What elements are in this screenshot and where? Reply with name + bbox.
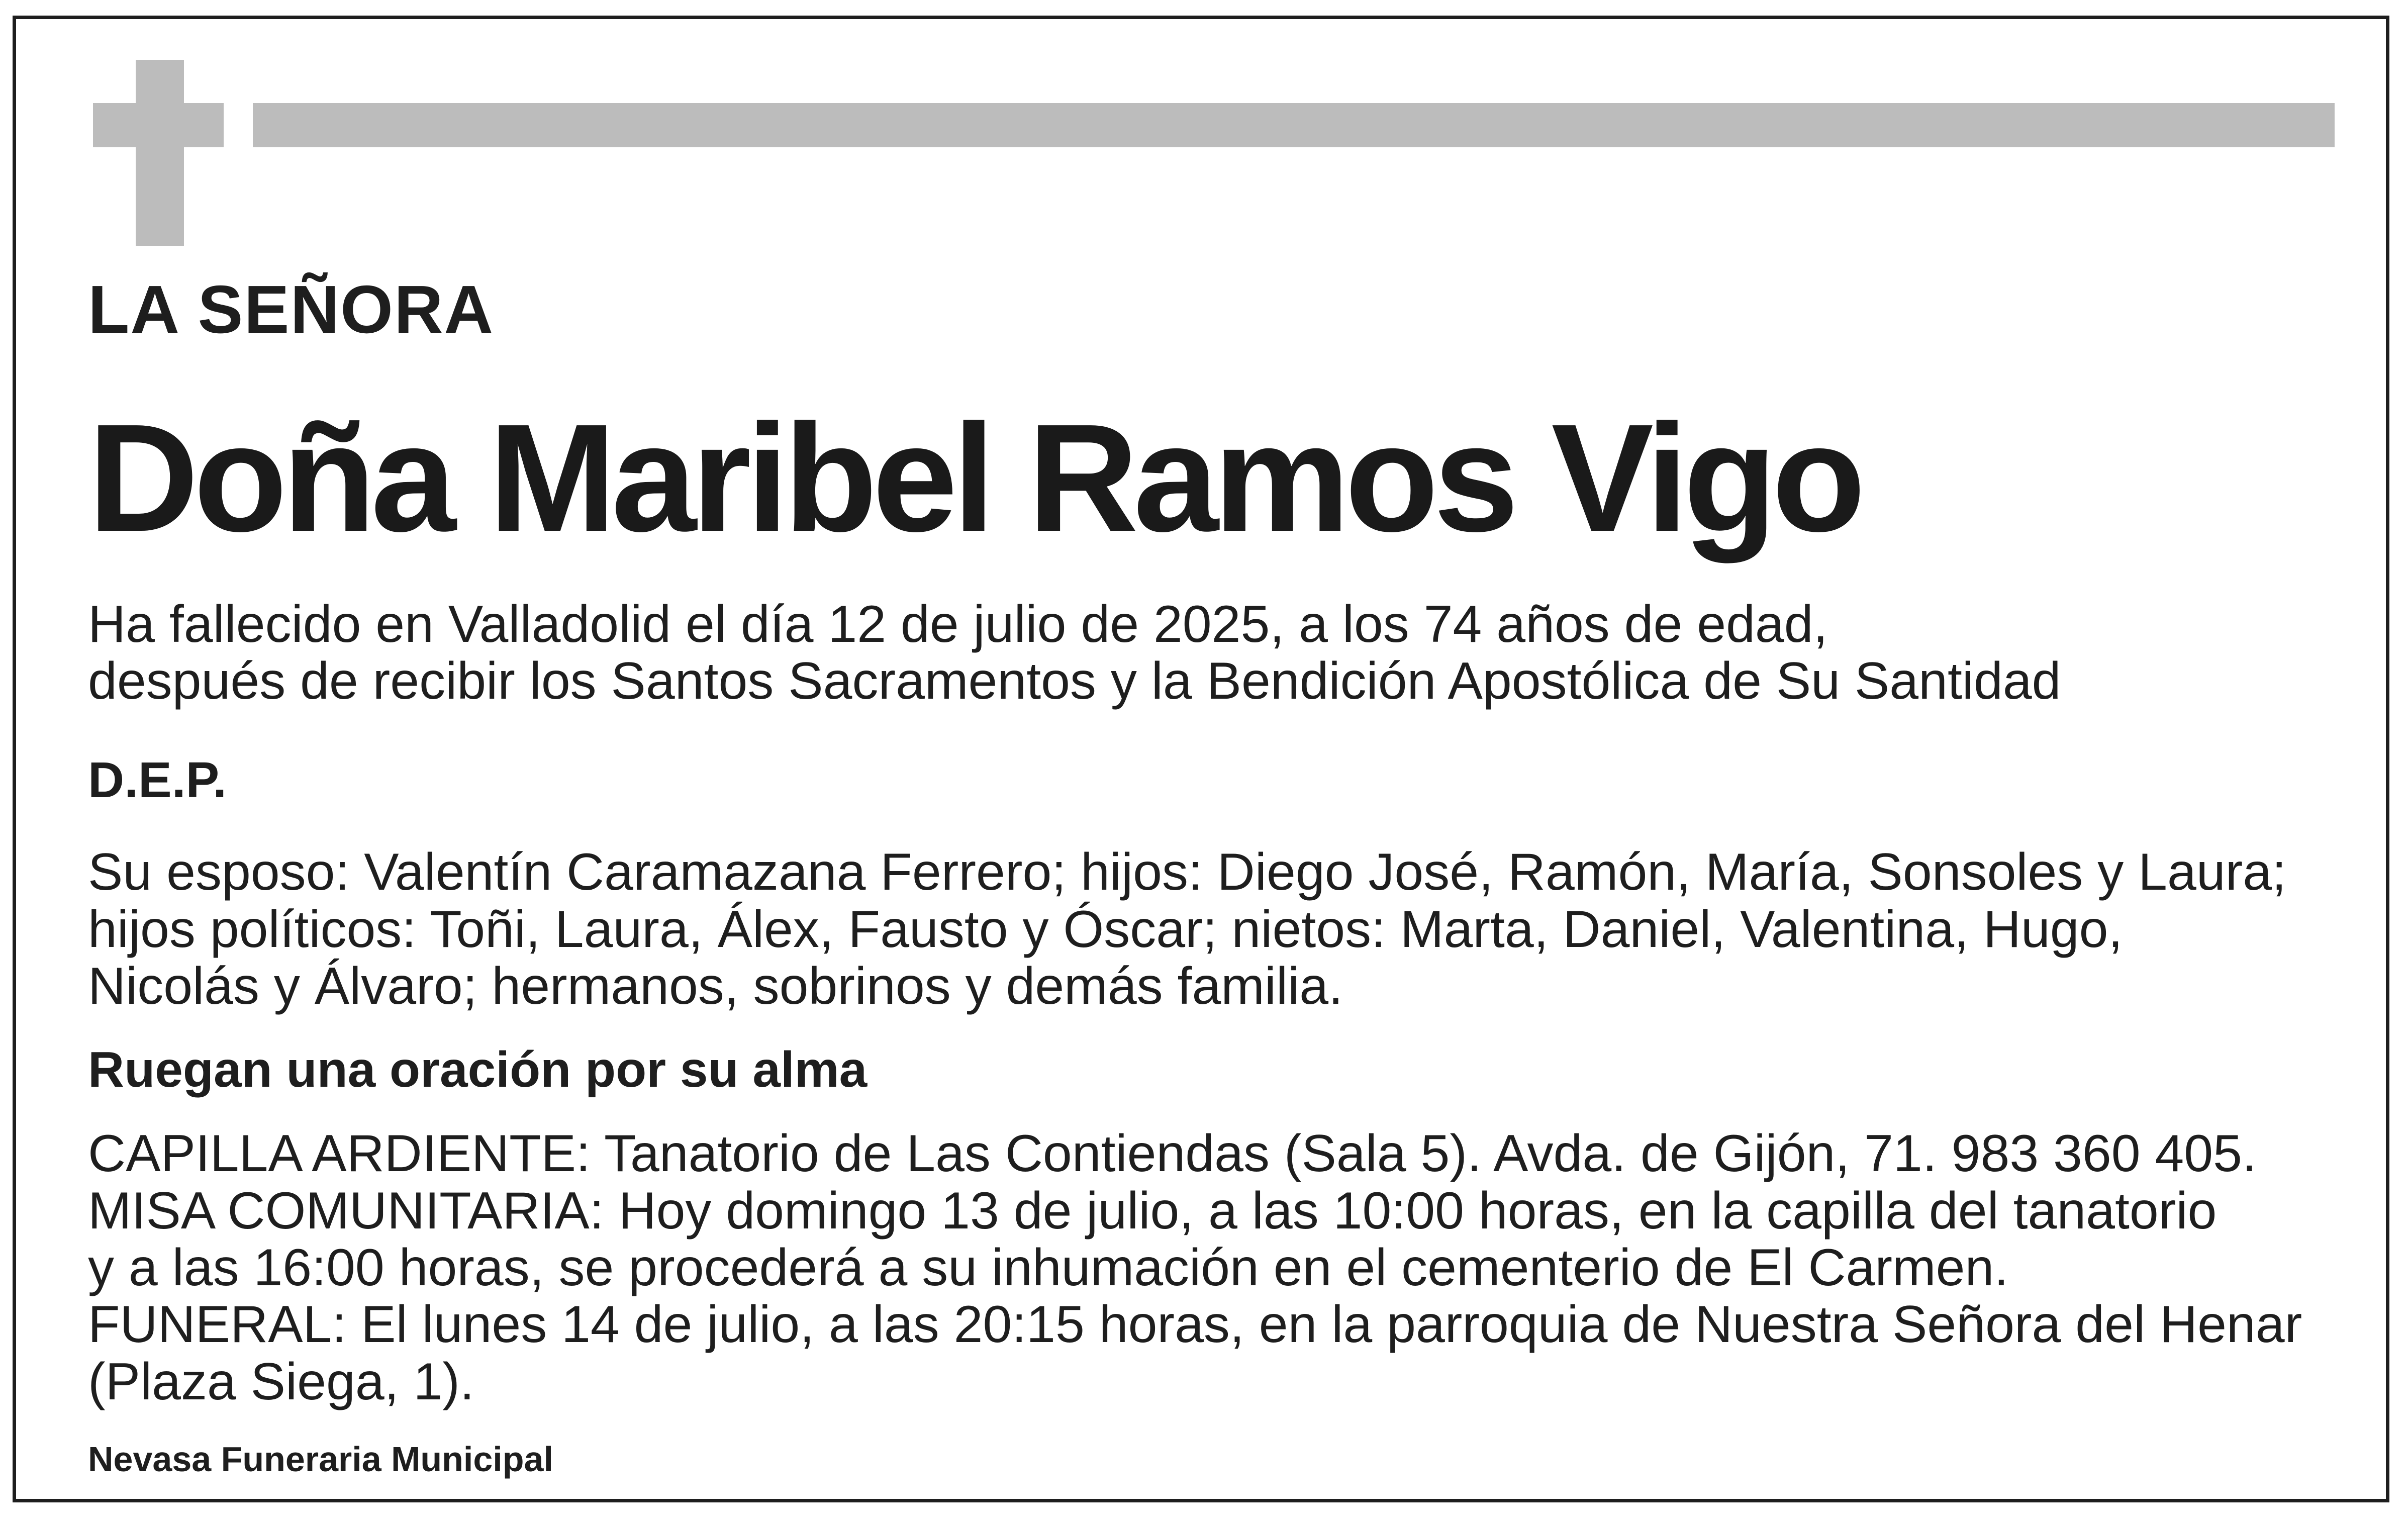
honorific: LA SEÑORA xyxy=(88,271,495,347)
header-divider xyxy=(253,103,2335,147)
rip-abbreviation: D.E.P. xyxy=(88,752,227,808)
cross-horizontal-bar xyxy=(93,103,224,147)
deceased-name: Doña Maribel Ramos Vigo xyxy=(88,392,1861,563)
service-detail-line: MISA COMUNITARIA: Hoy domingo 13 de julio, a las 10:00 horas, en la capilla del tanatorio xyxy=(88,1182,2217,1240)
family-line: Nicolás y Álvaro; hermanos, sobrinos y demás familia. xyxy=(88,957,1343,1015)
announcement-line: Ha fallecido en Valladolid el día 12 de julio de 2025, a los 74 años de edad, xyxy=(88,595,1828,653)
family-line: hijos políticos: Toñi, Laura, Álex, Fausto y Óscar; nietos: Marta, Daniel, Valentina, Hugo, xyxy=(88,900,2123,959)
prayer-request: Ruegan una oración por su alma xyxy=(88,1041,868,1098)
announcement-line: después de recibir los Santos Sacramentos y la Bendición Apostólica de Su Santidad xyxy=(88,652,2061,710)
funeral-home-name: Nevasa Funeraria Municipal xyxy=(88,1440,553,1479)
cross-vertical-bar xyxy=(136,60,184,246)
service-detail-line: (Plaza Siega, 1). xyxy=(88,1353,474,1411)
family-line: Su esposo: Valentín Caramazana Ferrero; hijos: Diego José, Ramón, María, Sonsoles y Laura; xyxy=(88,843,2287,901)
service-detail-line: CAPILLA ARDIENTE: Tanatorio de Las Contiendas (Sala 5). Avda. de Gijón, 71. 983 360 405. xyxy=(88,1124,2257,1183)
service-detail-line: FUNERAL: El lunes 14 de julio, a las 20:15 horas, en la parroquia de Nuestra Señora del Henar xyxy=(88,1295,2302,1354)
service-detail-line: y a las 16:00 horas, se procederá a su inhumación en el cementerio de El Carmen. xyxy=(88,1239,2009,1297)
